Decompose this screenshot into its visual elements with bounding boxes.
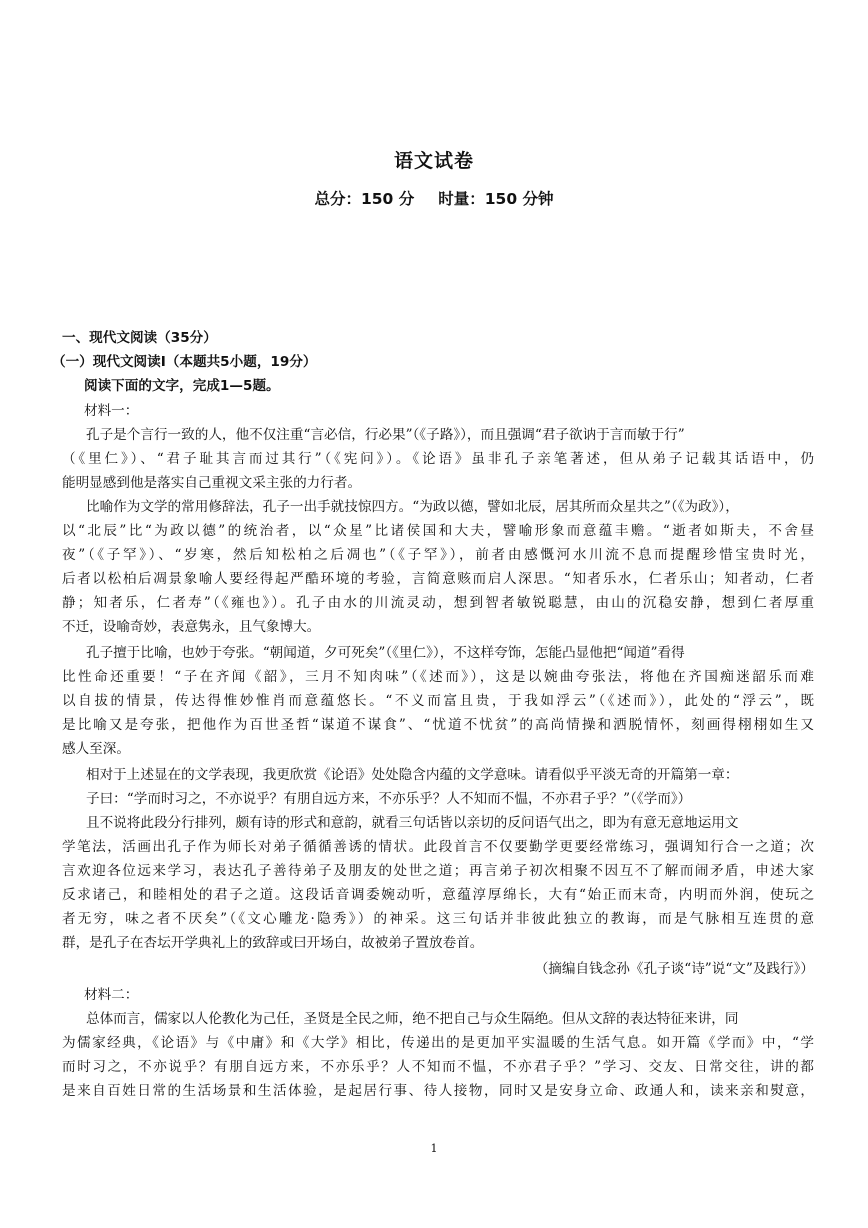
text-line: 群，是孔子在杏坛开学典礼上的致辞或曰开场白，故被弟子置放卷首。 bbox=[62, 935, 484, 951]
text-line: 且不说将此段分行排列，颇有诗的形式和意韵，就看三句话皆以亲切的反问语气出之，即为有意无意地运用文 bbox=[86, 815, 739, 831]
text-line: （《里仁》）、“君子耻其言而过其行”（《宪问》）。《论语》虽非孔子亲笔著述，但从弟子记载其话语中，仍 bbox=[62, 451, 814, 467]
material-1-label: 材料一： bbox=[84, 403, 139, 419]
text-line: 能明显感到他是落实自己重视文采主张的力行者。 bbox=[62, 475, 362, 491]
text-line: 相对于上述显在的文学表现，我更欣赏《论语》处处隐含内蕴的文学意味。请看似乎平淡无奇的开篇第一章： bbox=[86, 767, 739, 783]
text-line: 为儒家经典，《论语》与《中庸》和《大学》相比，传递出的是更加平实温暖的生活气息。如开篇《学而》中，“学 bbox=[62, 1035, 814, 1051]
material-2-label: 材料二： bbox=[84, 987, 139, 1003]
text-line: 夜”（《子罕》）、“岁寒，然后知松柏之后凋也”（《子罕》），前者由感慨河水川流不息而提醒珍惜宝贵时光， bbox=[62, 547, 814, 563]
source-citation: （摘编自钱念孙《孔子谈“诗”说“文”及践行》） bbox=[534, 961, 814, 977]
text-line: 比喻作为文学的常用修辞法，孔子一出手就技惊四方。“为政以德，譬如北辰，居其所而众星共之”（《为政》）， bbox=[86, 499, 739, 515]
text-line: 以“北辰”比“为政以德”的统治者，以“众星”比诸侯国和大夫，譬喻形象而意蕴丰赡。“逝者如斯夫，不舍昼 bbox=[62, 523, 814, 539]
subsection-heading: （一）现代文阅读Ⅰ（本题共5小题，19分） bbox=[52, 354, 317, 370]
text-line: 是来自百姓日常的生活场景和生活体验，是起居行事、待人接物，同时又是安身立命、政通人和，读来亲和熨意， bbox=[62, 1083, 814, 1099]
time-limit: 时量：150 分钟 bbox=[438, 190, 554, 208]
exam-info bbox=[0, 187, 868, 209]
text-line: 是比喻又是夸张，把他作为百世圣哲“谋道不谋食”、“忧道不忧贫”的高尚情操和洒脱情怀，刻画得栩栩如生又 bbox=[62, 717, 814, 733]
quote-line: 子曰：“学而时习之，不亦说乎？有朋自远方来，不亦乐乎？人不知而不愠，不亦君子乎？”（《学而》） bbox=[86, 791, 692, 807]
text-line: 以自拔的情景，传达得惟妙惟肖而意蕴悠长。“不义而富且贵，于我如浮云”（《述而》），此处的“浮云”，既 bbox=[62, 693, 814, 709]
page-title: 语文试卷 bbox=[393, 150, 474, 172]
text-line: 比性命还重要！“子在齐闻《韶》，三月不知肉味”（《述而》），这是以婉曲夸张法，将他在齐国痴迷韶乐而难 bbox=[62, 669, 814, 685]
text-line: 后者以松柏后凋景象喻人要经得起严酷环境的考验，言简意赅而启人深思。“知者乐水，仁者乐山；知者动，仁者 bbox=[62, 571, 814, 587]
text-line: 学笔法，活画出孔子作为师长对弟子循循善诱的情状。此段首言不仅要勤学更要经常练习，强调知行合一之道；次 bbox=[62, 839, 814, 855]
text-line: 静；知者乐，仁者寿”（《雍也》）。孔子由水的川流灵动，想到智者敏锐聪慧，由山的沉稳安静，想到仁者厚重 bbox=[62, 595, 814, 611]
text-line: 反求诸己，和睦相处的君子之道。这段话音调委婉动听，意蕴淳厚绵长，大有“始正而末奇，内明而外润，使玩之 bbox=[62, 887, 814, 903]
text-line: 感人至深。 bbox=[62, 741, 130, 757]
text-line: 孔子擅于比喻，也妙于夸张。“朝闻道，夕可死矣”（《里仁》），不这样夸饰，怎能凸显他把“闻道”看得 bbox=[86, 645, 685, 661]
text-line: 而时习之，不亦说乎？有朋自远方来，不亦乐乎？人不知而不愠，不亦君子乎？”学习、交友、日常交往，讲的都 bbox=[62, 1059, 814, 1075]
text-line: 不迁，设喻奇妙，表意隽永，且气象博大。 bbox=[62, 619, 321, 635]
text-line: 言欢迎各位远来学习，表达孔子善待弟子及朋友的处世之道；再言弟子初次相聚不因互不了解而闹矛盾，申述大家 bbox=[62, 863, 814, 879]
text-line: 者无穷，味之者不厌矣”（《文心雕龙·隐秀》）的神采。这三句话并非彼此独立的教诲，而是气脉相互连贯的意 bbox=[62, 911, 814, 927]
text-line: 孔子是个言行一致的人，他不仅注重“言必信，行必果”（《子路》），而且强调“君子欲讷于言而敏于行” bbox=[86, 427, 685, 443]
total-score: 总分：150 分 bbox=[314, 190, 415, 208]
text-line: 总体而言，儒家以人伦教化为己任，圣贤是全民之师，绝不把自己与众生隔绝。但从文辞的表达特征来讲，同 bbox=[86, 1011, 739, 1027]
section-heading: 一、现代文阅读（35分） bbox=[62, 330, 217, 346]
page-number: 1 bbox=[430, 1142, 438, 1155]
reading-instruction: 阅读下面的文字，完成1—5题。 bbox=[84, 378, 280, 394]
